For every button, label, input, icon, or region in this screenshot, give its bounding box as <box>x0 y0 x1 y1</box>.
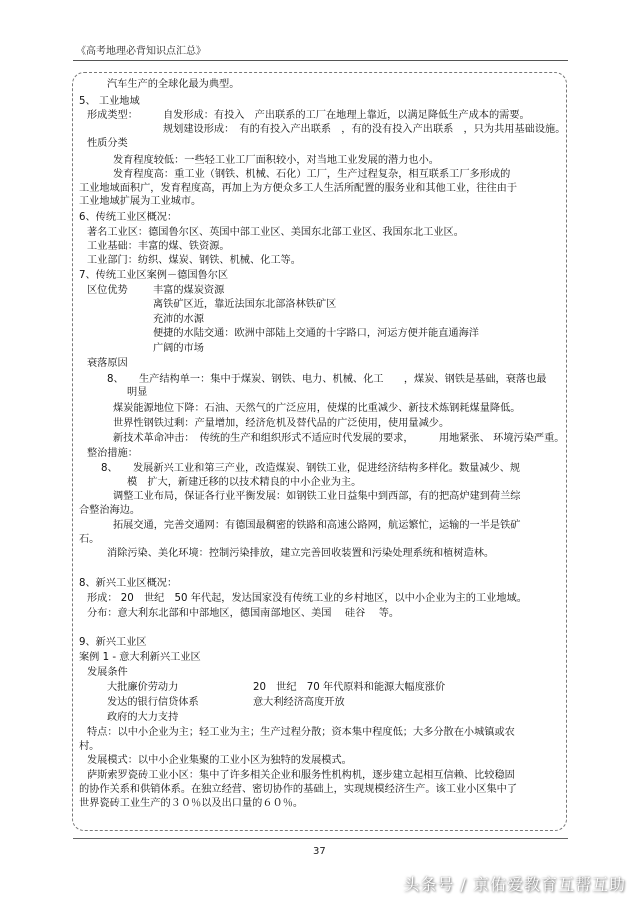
watermark: 头条号 / 京佑爱教育互帮互助 <box>403 875 626 894</box>
text-line: 消除污染、美化环境：控制污染排放，建立完善回收装置和污染处理系统和植树造林。 <box>107 548 495 559</box>
text-line: 世界性钢铁过剩：产量增加，经济危机及替代品的广泛使用，使用量减少。 <box>113 418 450 429</box>
text-line: 区位优势 <box>87 285 128 296</box>
page-number: 37 <box>313 846 326 857</box>
text-line: 合整治海边。 <box>79 505 141 516</box>
text-line: 萨斯索罗瓷砖工业小区：集中了许多相关企业和服务性机构机，逐步建立起相互信赖、比较稳固 <box>87 770 515 781</box>
text-line: 发达的银行信贷体系 <box>107 697 199 708</box>
text-line: 丰富的煤炭资源 <box>153 285 225 296</box>
text-line: 6、传统工业区概况： <box>79 212 178 223</box>
text-line: 发育程度较低：一些轻工业工厂面积较小，对当地工业发展的潜力也小。 <box>113 155 439 166</box>
text-line: 离铁矿区近，靠近法国东北部洛林铁矿区 <box>153 299 337 310</box>
text-line: 政府的大力支持 <box>107 712 179 723</box>
text-line: 拓展交通，完善交通网：有德国最稠密的铁路和高速公路网，航运繁忙，运输的一半是铁矿 <box>113 520 521 531</box>
text-line: 工业地域扩展为工业城市。 <box>79 196 202 207</box>
text-line: 案例 1 - 意大利新兴工业区 <box>79 652 201 663</box>
text-line: 工业部门：纺织、煤炭、钢铁、机械、化工等。 <box>87 255 301 266</box>
text-line: 明显 <box>127 387 148 398</box>
text-line: 形成： 20 世纪 50 年代起，发达国家没有传统工业的乡村地区，以中小企业为主的工业地域。 <box>87 593 527 604</box>
text-line: 汽车生产的全球化最为典型。 <box>107 79 240 90</box>
text-line: 世界瓷砖工业生产的３０％以及出口量的６０％。 <box>79 798 304 809</box>
text-line: 8、 生产结构单一：集中于煤炭、钢铁、电力、机械、化工 ，煤炭、钢铁是基础，衰落也最 <box>107 374 547 385</box>
text-line: 形成类型： <box>87 110 138 121</box>
text-line: 9、新兴工业区 <box>79 637 147 648</box>
text-line: 分布：意大利东北部和中部地区，德国南部地区、美国 硅谷 等。 <box>87 608 400 619</box>
text-line: 规划建设形成： 有的有投入产出联系 ，有的没有投入产出联系 ，只为共用基础设施。 <box>163 124 566 135</box>
text-line: 意大利经济高度开放 <box>253 697 345 708</box>
text-line: 便捷的水陆交通：欧洲中部陆上交通的十字路口，河运方便并能直通海洋 <box>153 328 479 339</box>
text-line: 20 世纪 70 年代原料和能源大幅度涨价 <box>253 682 446 693</box>
text-line: 整治措施： <box>87 448 138 459</box>
document-header: 《高考地理必背知识点汇总》 <box>76 46 206 57</box>
text-line: 调整工业布局，保证各行业平衡发展：如钢铁工业日益集中到西部，有的把高炉建到荷兰综 <box>113 491 521 502</box>
text-line: 7、传统工业区案例－德国鲁尔区 <box>79 270 229 281</box>
text-line: 充沛的水源 <box>153 314 204 325</box>
text-line: 的协作关系和供销体系。在独立经营、密切协作的基础上，实现规模经济生产。该工业小区集中了 <box>79 784 518 795</box>
text-line: 广阔的市场 <box>153 343 204 354</box>
text-line: 大批廉价劳动力 <box>107 682 179 693</box>
text-line: 村。 <box>79 741 100 752</box>
text-line: 8、新兴工业区概况： <box>79 578 178 589</box>
text-line: 发育程度高：重工业（钢铁、机械、石化）工厂，生产过程复杂，相互联系工厂多形成的 <box>113 169 511 180</box>
text-line: 特点：以中小企业为主；轻工业为主；生产过程分散；资本集中程度低；大多分散在小城镇或农 <box>87 727 515 738</box>
text-line: 工业地域面积广，发育程度高，再加上为方便众多工人生活所配置的服务业和其他工业，往往由于 <box>79 183 518 194</box>
text-line: 发展模式：以中小企业集聚的工业小区为独特的发展模式。 <box>87 755 352 766</box>
text-line: 性质分类 <box>87 138 128 149</box>
text-line: 煤炭能源地位下降：石油、天然气的广泛应用，使煤的比重减少、新技术炼钢耗煤量降低。 <box>113 403 521 414</box>
text-line: 5、 工业地域 <box>79 96 140 107</box>
text-line: 8、 发展新兴工业和第三产业，改造煤炭、钢铁工业，促进经济结构多样化。数量减少、规 <box>101 463 521 474</box>
header-divider <box>73 60 568 61</box>
text-line: 发展条件 <box>87 667 128 678</box>
text-line: 衰落原因 <box>87 358 128 369</box>
text-line: 工业基础：丰富的煤、铁资源。 <box>87 241 230 252</box>
footer-divider <box>73 838 568 839</box>
text-line: 石。 <box>79 534 100 545</box>
text-line: 自发形成：有投入 产出联系的工厂在地理上靠近，以满足降低生产成本的需要。 <box>163 110 530 121</box>
text-line: 著名工业区：德国鲁尔区、英国中部工业区、美国东北部工业区、我国东北工业区。 <box>87 227 464 238</box>
text-line: 新技术革命冲击： 传统的生产和组织形式不适应时代发展的要求， 用地紧张、 环境污染严重。 <box>113 433 565 444</box>
text-line: 模 扩大，新建迁移的以技术精良的中小企业为主。 <box>127 477 362 488</box>
